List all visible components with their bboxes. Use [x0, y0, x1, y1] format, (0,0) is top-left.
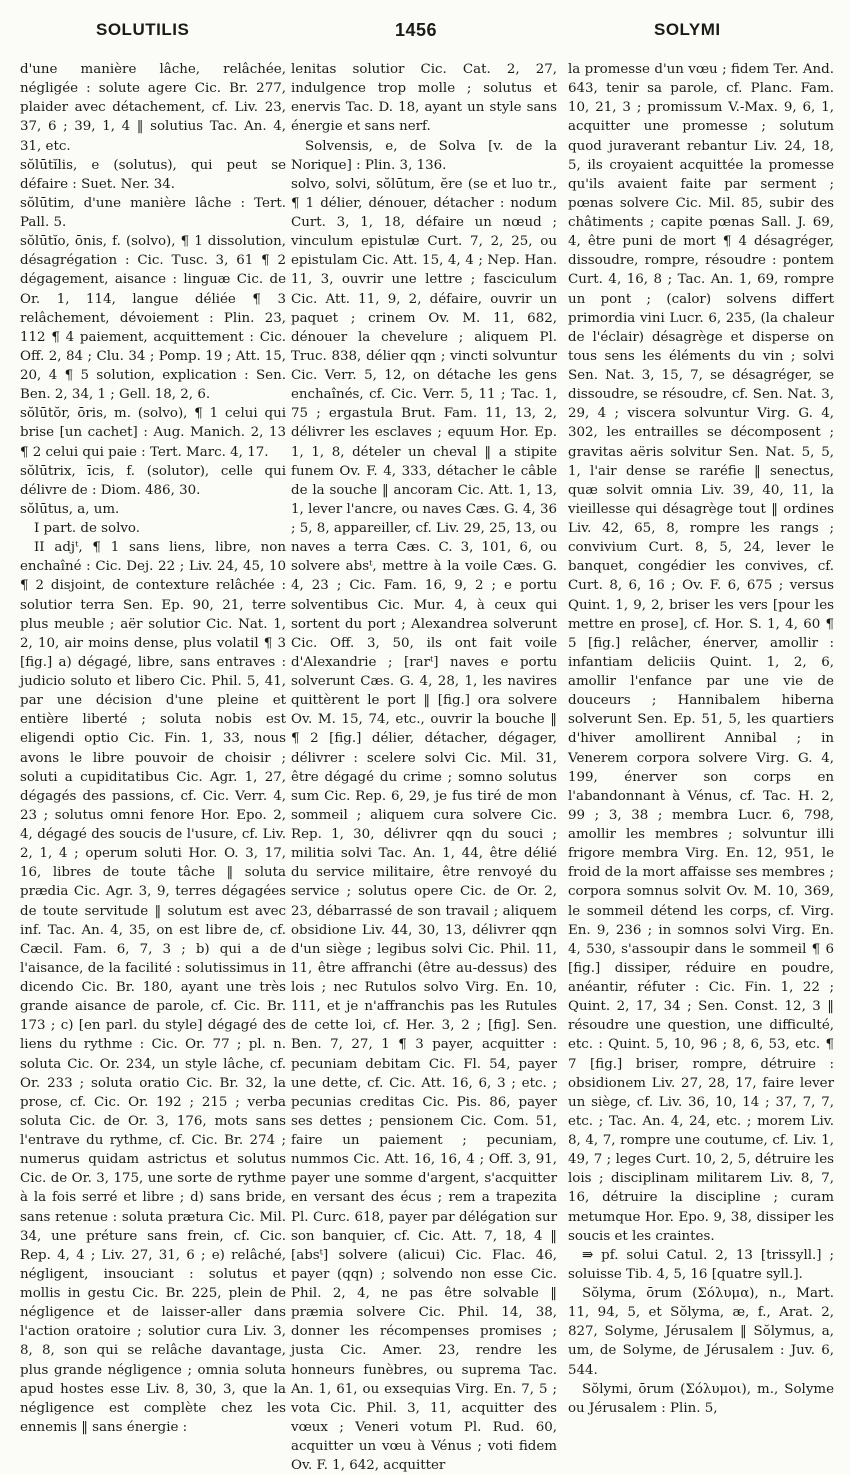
dictionary-entry: II adjᵗ, ¶ 1 sans liens, libre, non enchaîné : Cic. Dej. 22 ; Liv. 24, 45, 10 ¶ 2 disjoint, de contexture relâchée : solutior terra Sen. Ep. 90, 21, terre plus meuble ; aër solutior Cic. Nat. 1, 2, 10, air moins dense, plus volatil ¶ 3 [fig.] a) dégagé, libre, sans entraves : judicio soluto et libero Cic. Phil. 5, 41, par une décision d'une pleine et entière liberté ; soluta nobis est eligendi optio Cic. Fin. 1, 33, nous avons le libre pouvoir de choisir ; soluti a cupiditatibus Cic. Agr. 1, 27, dégagés des passions, cf. Cic. Verr. 4, 23 ; solutus omni fenore Hor. Epo. 2, 4, dégagé des soucis de l'usure, cf. Liv. 2, 1, 4 ; operum soluti Hor. O. 3, 17, 16, libres de toute tâche ‖ soluta prædia Cic. Agr. 3, 9, terres dégagées de toute servitude ‖ solutum est avec inf. Tac. An. 4, 35, on est libre de, cf. Cæcil. Fam. 6, 7, 3 ; b) qui a de l'aisance, de la facilité : solutissimus in dicendo Cic. Br. 180, ayant une très grande aisance de parole, cf. Cic. Br. 173 ; c) [en parl. du style] dégagé des liens du rythme : Cic. Or. 77 ; pl. n. soluta Cic. Or. 234, un style lâche, cf. Or. 233 ; soluta oratio Cic. Br. 32, la prose, cf. Cic. Or. 192 ; 215 ; verba soluta Cic. de Or. 3, 176, mots sans l'entrave du rythme, cf. Cic. Br. 274 ; numerus quidam astrictus et solutus Cic. de Or. 3, 175, une sorte de rythme à la fois serré et libre ; d) sans bride, sans retenue : soluta prætura Cic. Mil. 34, une préture sans frein, cf. Cic. Rep. 4, 4 ; Liv. 27, 31, 6 ; e) relâché, négligent, insouciant : solutus et mollis in gestu Cic. Br. 225, plein de négligence et de laisser-aller dans l'action oratoire ; solutior cura Liv. 3, 8, 8, son qui se relâche davantage, plus grande négligence ; omnia soluta apud hostes esse Liv. 8, 30, 3, que la négligence est complète chez les ennemis ‖ sans énergie : — [20, 540, 286, 1435]
dictionary-entry: d'une manière lâche, relâchée, négligée : solute agere Cic. Br. 277, plaider avec détachement, cf. Liv. 23, 37, 6 ; 39, 1, 4 ‖ solutius Tac. An. 4, 31, etc. — [20, 62, 286, 154]
dictionary-entry: ⇛ pf. solui Catul. 2, 13 [trissyll.] ; soluisse Tib. 4, 5, 16 [quatre syll.]. — [568, 1247, 834, 1282]
header-left-guideword: SOLUTILIS — [96, 20, 190, 39]
header-right-guideword: SOLYMI — [654, 20, 721, 39]
dictionary-entry: solvo, solvi, sŏlūtum, ĕre (se et luo tr., ¶ 1 délier, dénouer, détacher : nodum Curt. 3, 1, 18, défaire un nœud ; vinculum epistulæ Curt. 7, 2, 25, ou epistulam Cic. Att. 15, 4, 4 ; Nep. Han. 11, 3, ouvrir une lettre ; fasciculum Cic. Att. 11, 9, 2, défaire, ouvrir un paquet ; crinem Ov. M. 11, 682, dénouer la chevelure ; aliquem Pl. Truc. 838, délier qqn ; vincti solvuntur Cic. Verr. 5, 12, on détache les gens enchaînés, cf. Cic. Verr. 5, 11 ; Tac. 1, 75 ; ergastula Brut. Fam. 11, 13, 2, délivrer les esclaves ; equum Hor. Ep. 1, 1, 8, dételer un cheval ‖ a stipite funem Ov. F. 4, 333, détacher le câble de la souche ‖ ancoram Cic. Att. 1, 13, 1, lever l'ancre, ou naves Cæs. G. 4, 36 ; 5, 8, appareiller, cf. Liv. 29, 25, 13, ou naves a terra Cæs. C. 3, 101, 6, ou solvere absᵗ, mettre à la voile Cæs. G. 4, 23 ; Cic. Fam. 16, 9, 2 ; e portu solventibus Cic. Mur. 4, à ceux qui sortent du port ; Alexandrea solverunt Cic. Off. 3, 50, ils ont fait voile d'Alexandrie ; [rarᵗ] naves e portu solverunt Cæs. G. 4, 28, 1, les navires quittèrent le port ‖ [fig.] ora solvere Ov. M. 15, 74, etc., ouvrir la bouche ‖ ¶ 2 [fig.] délier, détacher, dégager, délivrer : scelere solvi Cic. Mil. 31, être dégagé du crime ; somno solutus sum Cic. Rep. 6, 29, je fus tiré de mon sommeil ; aliquem cura solvere Cic. Rep. 1, 30, délivrer qqn du souci ; militia solvi Tac. An. 1, 44, être délié du service militaire, être renvoyé du service ; solutus opere Cic. de Or. 2, 23, débarrassé de son travail ; aliquem obsidione Liv. 44, 30, 13, délivrer qqn d'un siège ; legibus solvi Cic. Phil. 11, 11, être affranchi (être au-dessus) des lois ; nec Rutulos solvo Virg. En. 10, 111, et je n'affranchis pas les Rutules de cette loi, cf. Her. 3, 2 ; [fig]. Sen. Ben. 7, 27, 1 ¶ 3 payer, acquitter : pecuniam debitam Cic. Fl. 54, payer une dette, cf. Cic. Att. 16, 6, 3 ; etc. ; pecunias creditas Cic. Pis. 86, payer ses dettes ; pensionem Cic. Com. 51, faire un paiement ; pecuniam, nummos Cic. Att. 16, 16, 4 ; Off. 3, 91, payer une somme d'argent, s'acquitter en versant des écus ; rem a trapezita Pl. Curc. 618, payer par délégation sur son banquier, cf. Cic. Att. 7, 18, 4 ‖ [absᵗ] solvere (alicui) Cic. Flac. 46, payer (qqn) ; solvendo non esse Cic. Phil. 2, 4, ne pas être solvable ‖ præmia solvere Cic. Phil. 14, 38, donner les récompenses promises ; justa Cic. Amer. 23, rendre les honneurs funèbres, ou suprema Tac. An. 1, 61, ou exsequias Virg. En. 7, 5 ; vota Cic. Phil. 3, 11, acquitter des vœux ; Veneri votum Pl. Rud. 60, acquitter un vœu à Vénus ; voti fidem Ov. F. 1, 642, acquitter — [291, 176, 557, 1474]
dictionary-entry: la promesse d'un vœu ; fidem Ter. And. 643, tenir sa parole, cf. Planc. Fam. 10, 21, 3 ; promissum V.-Max. 9, 6, 1, acquitter une promesse ; solutum quod juraverant rebantur Liv. 24, 18, 5, ils croyaient acquittée la promesse qu'ils avaient faite par serment ; pœnas solvere Cic. Mil. 85, subir des châtiments ; capite pœnas Sall. J. 69, 4, être puni de mort ¶ 4 désagréger, dissoudre, rompre, résoudre : pontem Curt. 4, 16, 8 ; Tac. An. 1, 69, rompre un pont ; (calor) solvens differt primordia vini Lucr. 6, 235, (la chaleur de l'éclair) désagrège et disperse on tous sens les éléments du vin ; solvi Sen. Nat. 3, 15, 7, se désagréger, se dissoudre, se résoudre, cf. Sen. Nat. 3, 29, 4 ; viscera solvuntur Virg. G. 4, 302, les entrailles se décomposent ; gravitas aëris solvitur Sen. Nat. 5, 5, 1, l'air dense se raréfie ‖ senectus, quæ solvit omnia Liv. 39, 40, 11, la vieillesse qui désagrège tout ‖ ordines Liv. 42, 65, 8, rompre les rangs ; convivium Curt. 8, 5, 24, lever le banquet, congédier les convives, cf. Curt. 8, 6, 16 ; Ov. F. 6, 675 ; versus Quint. 1, 9, 2, briser les vers [pour les mettre en prose], cf. Hor. S. 1, 4, 60 ¶ 5 [fig.] relâcher, énerver, amollir : infantiam deliciis Quint. 1, 2, 6, amollir l'enfance par une vie de douceurs ; Hannibalem hiberna solverunt Sen. Ep. 51, 5, les quartiers d'hiver amollirent Annibal ; in Venerem corpora solvere Virg. G. 4, 199, énerver son corps en l'abandonnant à Vénus, cf. Tac. H. 2, 99 ; 3, 38 ; membra Lucr. 6, 798, amollir les membres ; solvuntur illi frigore membra Virg. En. 12, 951, le froid de la mort affaisse ses membres ; corpora somnus solvit Ov. M. 10, 369, le sommeil détend les corps, cf. Virg. En. 9, 236 ; in somnos solvi Virg. En. 4, 530, s'assoupir dans le sommeil ¶ 6 [fig.] dissiper, réduire en poudre, anéantir, réfuter : Cic. Fin. 1, 22 ; Quint. 2, 17, 34 ; Sen. Const. 12, 3 ‖ résoudre une question, une difficulté, etc. : Quint. 5, 10, 96 ; 8, 6, 53, etc. ¶ 7 [fig.] briser, rompre, détruire : obsidionem Liv. 27, 28, 17, faire lever un siège, cf. Liv. 36, 10, 14 ; 37, 7, 7, etc. ; Tac. An. 4, 24, etc. ; morem Liv. 8, 4, 7, rompre une coutume, cf. Liv. 1, 49, 7 ; leges Curt. 10, 2, 5, détruire les lois ; disciplinam militarem Liv. 8, 7, 16, détruire la discipline ; curam metumque Hor. Epo. 9, 38, dissiper les soucis et les craintes. — [568, 62, 834, 1244]
dictionary-entry: sŏlūtŏr, ōris, m. (solvo), ¶ 1 celui qui brise [un cachet] : Aug. Manich. 2, 13 ¶ 2 celui qui paie : Tert. Marc. 4, 17. — [20, 406, 286, 460]
dictionary-entry: sŏlūtĭlis, e (solutus), qui peut se défaire : Suet. Ner. 34. — [20, 157, 286, 192]
dictionary-entry: I part. de solvo. — [34, 521, 141, 536]
running-header — [0, 20, 850, 46]
dictionary-entry: lenitas solutior Cic. Cat. 2, 27, indulgence trop molle ; solutus et enervis Tac. D. 18, ayant un style sans énergie et sans nerf. — [291, 62, 557, 135]
dictionary-entry: sŏlūtus, a, um. — [20, 501, 120, 517]
dictionary-entry: sŏlūtĭo, ōnis, f. (solvo), ¶ 1 dissolution, désagrégation : Cic. Tusc. 3, 61 ¶ 2 dégagement, aisance : linguæ Cic. de Or. 1, 114, langue déliée ¶ 3 relâchement, dévoiement : Plin. 23, 112 ¶ 4 paiement, acquittement : Cic. Off. 2, 84 ; Clu. 34 ; Pomp. 19 ; Att. 15, 20, 4 ¶ 5 solution, explication : Sen. Ben. 2, 34, 1 ; Gell. 18, 2, 6. — [20, 234, 286, 403]
page-number: 1456 — [395, 20, 438, 40]
dictionary-entry: sŏlūtim, d'une manière lâche : Tert. Pall. 5. — [20, 195, 286, 230]
dictionary-entry: sŏlūtrix, īcis, f. (solutor), celle qui délivre de : Diom. 486, 30. — [20, 463, 286, 498]
column-left — [20, 60, 286, 1435]
column-middle — [291, 60, 557, 1474]
column-right — [568, 60, 834, 1416]
dictionary-entry: Sŏlymi, ōrum (Σόλυμοι), m., Solyme ou Jérusalem : Plin. 5, — [568, 1381, 834, 1416]
dictionary-entry: Sŏlyma, ōrum (Σόλυμα), n., Mart. 11, 94, 5, et Sŏlyma, æ, f., Arat. 2, 827, Solyme, Jérusalem ‖ Sŏlymus, a, um, de Solyme, de Jérusalem : Juv. 6, 544. — [568, 1286, 834, 1378]
dictionary-entry: Solvensis, e, de Solva [v. de la Norique] : Plin. 3, 136. — [291, 138, 557, 173]
